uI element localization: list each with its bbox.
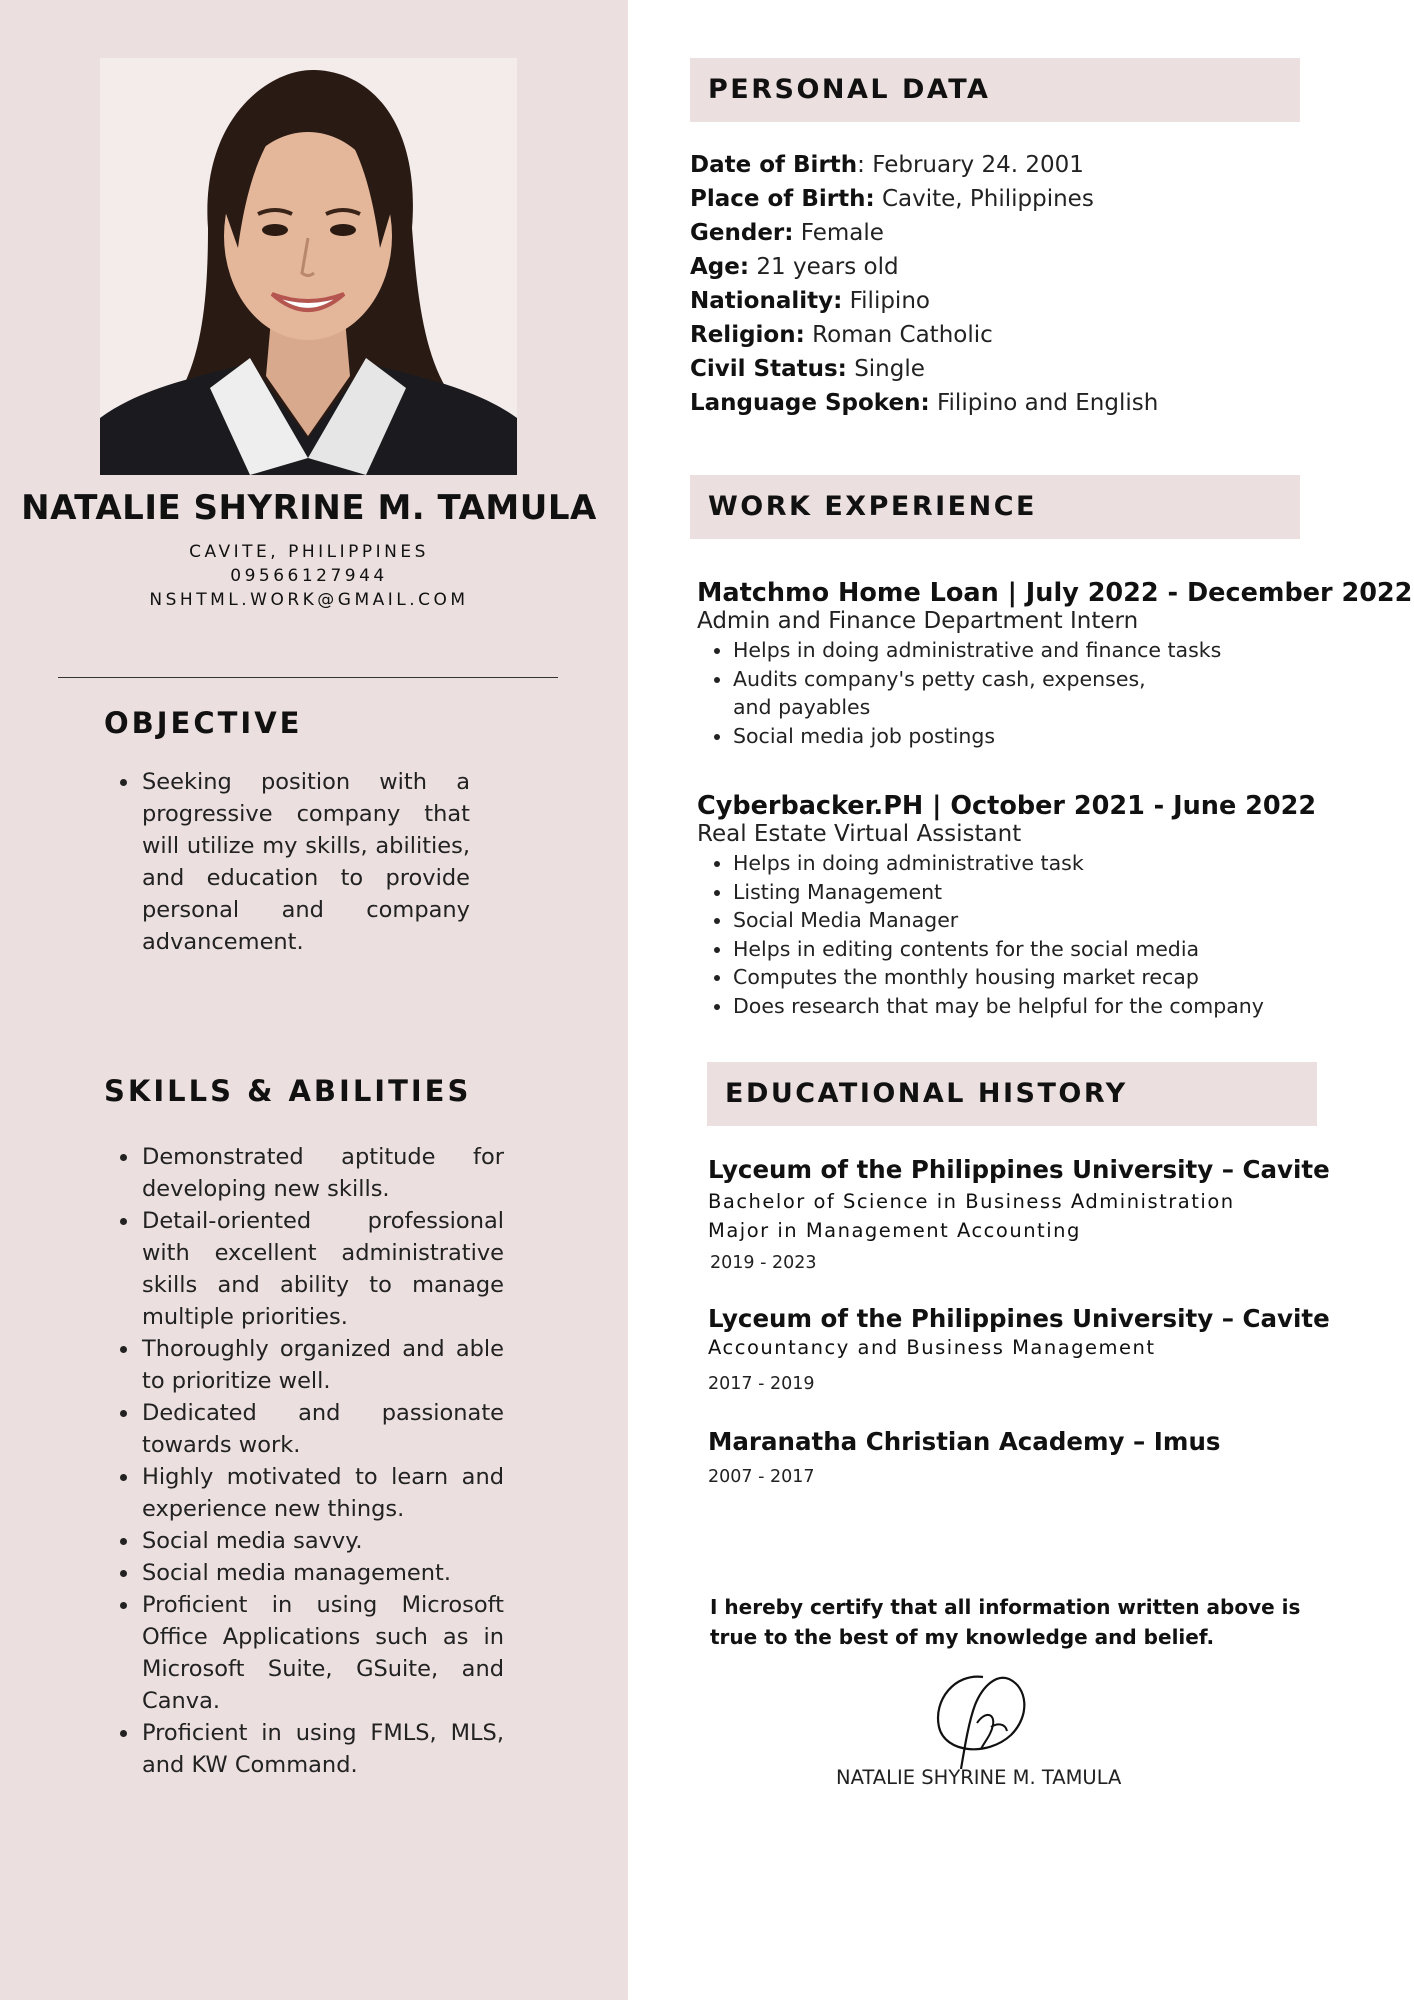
- skill-item: • Proficient in using Microsoft Office Applications such as in Microsoft Suite, GSuite, and Canva.: [140, 1589, 504, 1717]
- job-duty: • Does research that may be helpful for the company: [733, 992, 1353, 1021]
- work-experience-heading: WORK EXPERIENCE: [690, 475, 1300, 539]
- divider: [58, 677, 558, 678]
- skills-list: [104, 1141, 504, 1781]
- personal-field: Date of Birth: February 24. 2001: [690, 152, 1084, 178]
- school-years: 2017 - 2019: [708, 1374, 815, 1394]
- personal-field: Gender: Female: [690, 220, 884, 246]
- skill-item: • Dedicated and passionate towards work.: [140, 1397, 504, 1461]
- school-years: 2019 - 2023: [710, 1253, 817, 1273]
- signature: [925, 1665, 1045, 1779]
- job-title: Matchmo Home Loan | July 2022 - December 2022: [697, 578, 1413, 608]
- personal-field: Civil Status: Single: [690, 356, 925, 382]
- job-role: Admin and Finance Department Intern: [697, 608, 1139, 634]
- skills-heading: SKILLS & ABILITIES: [104, 1074, 472, 1108]
- school-name: Lyceum of the Philippines University – Cavite: [708, 1304, 1330, 1333]
- personal-field: Place of Birth: Cavite, Philippines: [690, 186, 1094, 212]
- left-sidebar: [0, 0, 628, 2000]
- job-duty: • Helps in doing administrative task: [733, 849, 1353, 878]
- skill-item: • Thoroughly organized and able to prioritize well.: [140, 1333, 504, 1397]
- job-duty: • Social media job postings: [733, 722, 1293, 751]
- job-duty: • Audits company's petty cash, expenses, and payables: [733, 665, 1293, 722]
- job-duties: [697, 636, 1293, 750]
- signatory-name: NATALIE SHYRINE M. TAMULA: [836, 1766, 1122, 1789]
- school-name: Lyceum of the Philippines University – Cavite: [708, 1155, 1330, 1184]
- job-duty: • Helps in editing contents for the social media: [733, 935, 1353, 964]
- school-name: Maranatha Christian Academy – Imus: [708, 1427, 1221, 1456]
- personal-field: Age: 21 years old: [690, 254, 899, 280]
- contact-phone: 09566127944: [230, 566, 388, 586]
- profile-photo: [100, 58, 517, 475]
- skill-item: • Social media management.: [140, 1557, 504, 1589]
- skill-item: • Demonstrated aptitude for developing new skills.: [140, 1141, 504, 1205]
- objective-heading: OBJECTIVE: [104, 706, 303, 740]
- job-duty: • Helps in doing administrative and finance tasks: [733, 636, 1293, 665]
- certification-statement: I hereby certify that all information written above is true to the best of my knowledge and belief.: [710, 1595, 1301, 1649]
- personal-field: Nationality: Filipino: [690, 288, 930, 314]
- personal-data-heading: PERSONAL DATA: [690, 58, 1300, 122]
- personal-field: Language Spoken: Filipino and English: [690, 390, 1159, 416]
- school-years: 2007 - 2017: [708, 1467, 815, 1487]
- contact-email: NSHTML.WORK@GMAIL.COM: [149, 590, 469, 610]
- personal-field: Religion: Roman Catholic: [690, 322, 993, 348]
- skill-item: • Social media savvy.: [140, 1525, 504, 1557]
- job-role: Real Estate Virtual Assistant: [697, 821, 1022, 847]
- objective-list: [104, 766, 470, 958]
- job-duty: • Computes the monthly housing market recap: [733, 963, 1353, 992]
- personal-data-list: [690, 148, 1158, 420]
- job-duty: • Listing Management: [733, 878, 1353, 907]
- school-degree: Bachelor of Science in Business Administration: [708, 1190, 1235, 1213]
- school-degree: Accountancy and Business Management: [708, 1336, 1156, 1359]
- job-duty: • Social Media Manager: [733, 906, 1353, 935]
- contact-location: CAVITE, PHILIPPINES: [189, 542, 429, 562]
- skill-item: • Highly motivated to learn and experience new things.: [140, 1461, 504, 1525]
- skill-item: • Proficient in using FMLS, MLS, and KW Command.: [140, 1717, 504, 1781]
- skill-item: • Detail-oriented professional with excellent administrative skills and ability to manage multiple priorities.: [140, 1205, 504, 1333]
- candidate-name: NATALIE SHYRINE M. TAMULA: [21, 488, 597, 528]
- education-heading: EDUCATIONAL HISTORY: [707, 1062, 1317, 1126]
- job-title: Cyberbacker.PH | October 2021 - June 2022: [697, 791, 1317, 821]
- school-major: Major in Management Accounting: [708, 1219, 1081, 1242]
- job-duties: [697, 849, 1353, 1020]
- objective-item: • Seeking position with a progressive company that will utilize my skills, abilities, and education to provide personal and company advancement.: [140, 766, 470, 958]
